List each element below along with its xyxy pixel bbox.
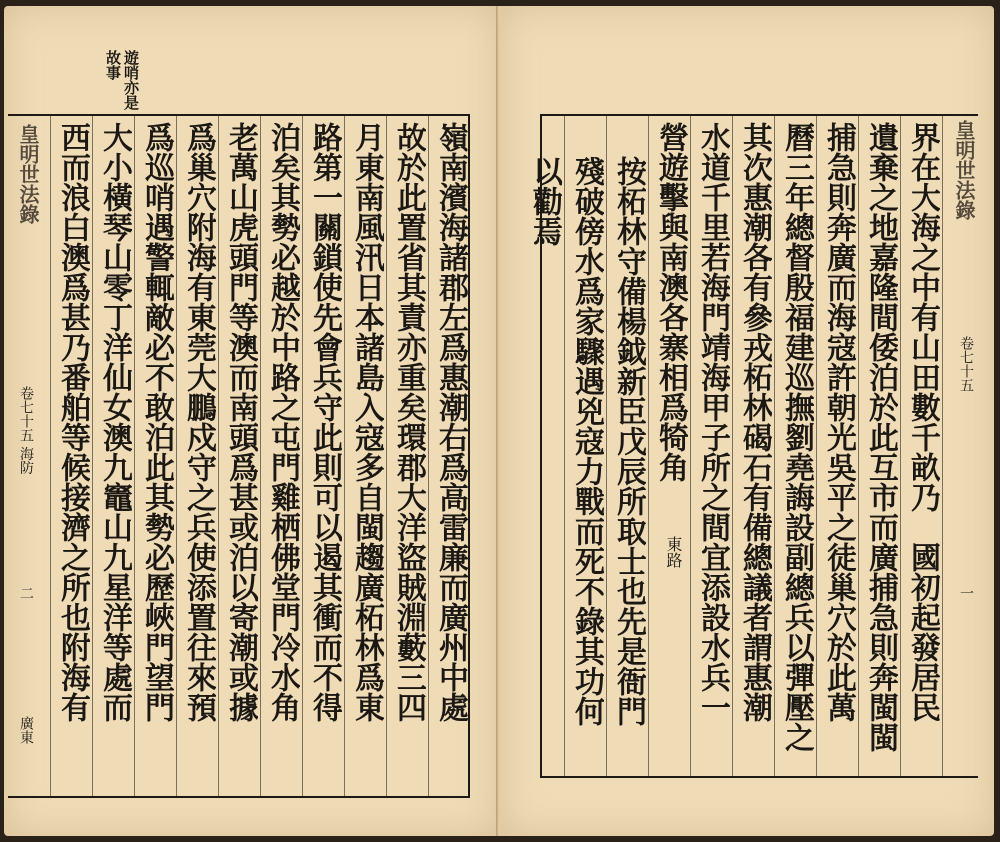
text-column: 水道千里若海門靖海甲子所之間宜添設水兵一 bbox=[695, 122, 730, 722]
text-column: 老萬山虎頭門等澳而南頭爲甚或泊以寄潮或據 bbox=[223, 122, 258, 722]
text-column: 泊矣其勢必越於中路之屯門雞栖佛堂門冷水角 bbox=[265, 122, 300, 722]
text-column: 月東南風汛日本諸島入寇多自閩趨廣柘林爲東 bbox=[349, 122, 384, 722]
left-text-frame bbox=[8, 114, 470, 798]
top-annotation-line-2: 故事 bbox=[104, 50, 122, 80]
right-page bbox=[500, 6, 994, 836]
text-column: 遺棄之地嘉隆間倭泊於此互市而廣捕急則奔閩閩 bbox=[863, 122, 898, 752]
right-text-frame bbox=[527, 114, 978, 778]
text-column: 爲巢穴附海有東莞大鵬戍守之兵使添置往來預 bbox=[181, 122, 216, 722]
text-column: 捕急則奔廣而海寇許朝光吳平之徒巢穴於此萬 bbox=[821, 122, 856, 722]
text-column: 曆三年總督殷福建巡撫劉堯誨設副總兵以彈壓之 bbox=[779, 122, 814, 752]
top-annotation-line-1: 遊哨亦是 bbox=[122, 50, 140, 110]
text-column: 爲巡哨遇警輒敵必不敢泊此其勢必歷峽門望門 bbox=[139, 122, 174, 722]
text-column: 界在大海之中有山田數千畝乃 國初起發居民 bbox=[905, 122, 940, 722]
margin-book-title: 皇明世法錄 bbox=[952, 120, 976, 220]
left-page bbox=[4, 6, 498, 836]
text-column: 按柘林守備楊鉞新臣戊辰所取士也先是衙門 bbox=[611, 156, 646, 726]
text-column: 殘破傍水爲家驟遇兇寇力戰而死不錄其功何 bbox=[569, 156, 604, 726]
section-label: 東路 bbox=[664, 536, 683, 568]
margin-volume: 卷七十五 海防 bbox=[18, 386, 34, 475]
text-column: 營遊擊與南澳各寨相爲犄角 bbox=[653, 122, 688, 482]
margin-book-title: 皇明世法錄 bbox=[16, 124, 40, 224]
text-column: 故於此置省其責亦重矣環郡大洋盜賊淵藪三四 bbox=[391, 122, 426, 722]
margin-region: 廣東 bbox=[18, 716, 34, 744]
text-column: 西而浪白澳爲甚乃番舶等候接濟之所也附海有 bbox=[55, 122, 90, 722]
text-column: 路第一關鎖使先會兵守此則可以遏其衝而不得 bbox=[307, 122, 342, 722]
text-column: 其次惠潮各有參戎柘林碣石有備總議者謂惠潮 bbox=[737, 122, 772, 722]
margin-page-number: 一 bbox=[958, 586, 974, 600]
margin-page-number: 二 bbox=[18, 586, 34, 600]
text-column: 以勸焉 bbox=[527, 156, 562, 246]
text-column: 嶺南濱海諸郡左爲惠潮右爲高雷廉而廣州中處 bbox=[433, 122, 468, 722]
text-column: 大小橫琴山零丁洋仙女澳九竈山九星洋等處而 bbox=[97, 122, 132, 722]
margin-volume: 卷七十五 bbox=[958, 336, 974, 392]
